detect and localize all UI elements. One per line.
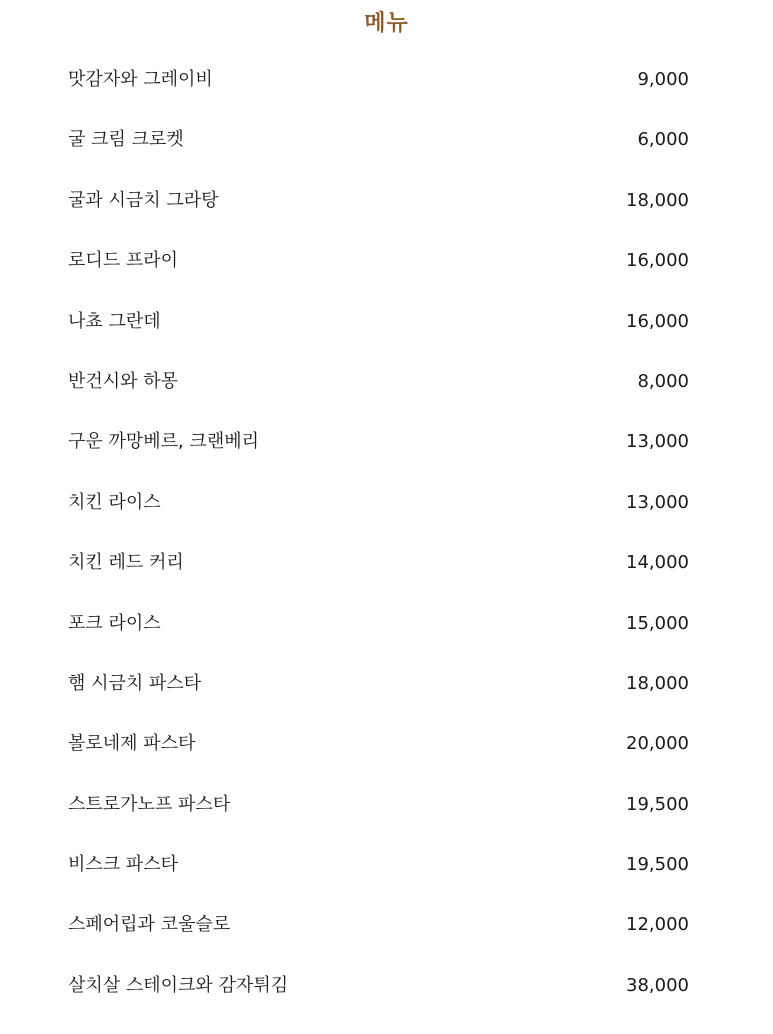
menu-item-name: 스트로가노프 파스타 bbox=[68, 793, 231, 815]
menu-item-price: 15,000 bbox=[626, 612, 689, 634]
menu-item-name: 맛감자와 그레이비 bbox=[68, 69, 213, 90]
menu-item-price: 6,000 bbox=[637, 129, 689, 151]
menu-item-name: 햄 시금치 파스타 bbox=[68, 672, 202, 694]
menu-item bbox=[0, 837, 773, 897]
menu-item-name: 나쵸 그란데 bbox=[68, 310, 161, 332]
menu-item bbox=[0, 897, 773, 957]
menu-item-name: 굴과 시금치 그라탕 bbox=[68, 189, 219, 211]
menu-item-name: 로디드 프라이 bbox=[68, 250, 179, 272]
menu-item-name: 스페어립과 코울슬로 bbox=[68, 914, 231, 936]
menu-item-price: 19,500 bbox=[626, 793, 689, 815]
menu-item-price: 20,000 bbox=[626, 733, 689, 755]
menu-item-name: 포크 라이스 bbox=[68, 612, 161, 634]
menu-item bbox=[0, 777, 773, 837]
menu-item bbox=[0, 52, 773, 112]
menu-item-price: 14,000 bbox=[626, 552, 689, 574]
menu-item bbox=[0, 716, 773, 776]
menu-item-price: 13,000 bbox=[626, 491, 689, 513]
menu-item-name: 반건시와 하몽 bbox=[68, 370, 179, 392]
menu-item-price: 16,000 bbox=[626, 250, 689, 272]
menu-item-price: 12,000 bbox=[626, 914, 689, 936]
menu-item-name: 구운 까망베르, 크랜베리 bbox=[68, 431, 260, 453]
menu-item bbox=[0, 958, 773, 1018]
menu-item-price: 19,500 bbox=[626, 854, 689, 876]
menu-item-name: 치킨 레드 커리 bbox=[68, 552, 184, 574]
menu-item-name: 볼로네제 파스타 bbox=[68, 733, 196, 755]
menu-list bbox=[0, 52, 773, 1018]
menu-item-price: 8,000 bbox=[637, 370, 689, 392]
menu-item-price: 38,000 bbox=[626, 974, 689, 996]
menu-item-price: 18,000 bbox=[626, 189, 689, 211]
menu-item bbox=[0, 414, 773, 474]
menu-item bbox=[0, 112, 773, 172]
menu-item bbox=[0, 233, 773, 293]
menu-item-price: 18,000 bbox=[626, 672, 689, 694]
menu-title: 메뉴 bbox=[364, 11, 409, 36]
menu-item bbox=[0, 354, 773, 414]
menu-item-name: 치킨 라이스 bbox=[68, 491, 161, 513]
menu-item-name: 굴 크림 크로켓 bbox=[68, 129, 184, 151]
menu-item-name: 비스크 파스타 bbox=[68, 854, 179, 876]
menu-item bbox=[0, 656, 773, 716]
menu-item-price: 16,000 bbox=[626, 310, 689, 332]
menu-item bbox=[0, 535, 773, 595]
menu-item-price: 9,000 bbox=[637, 69, 689, 90]
menu-item-name: 살치살 스테이크와 감자튀김 bbox=[68, 974, 289, 996]
menu-item bbox=[0, 294, 773, 354]
menu-item bbox=[0, 475, 773, 535]
menu-item-price: 13,000 bbox=[626, 431, 689, 453]
menu-item bbox=[0, 596, 773, 656]
menu-item bbox=[0, 173, 773, 233]
